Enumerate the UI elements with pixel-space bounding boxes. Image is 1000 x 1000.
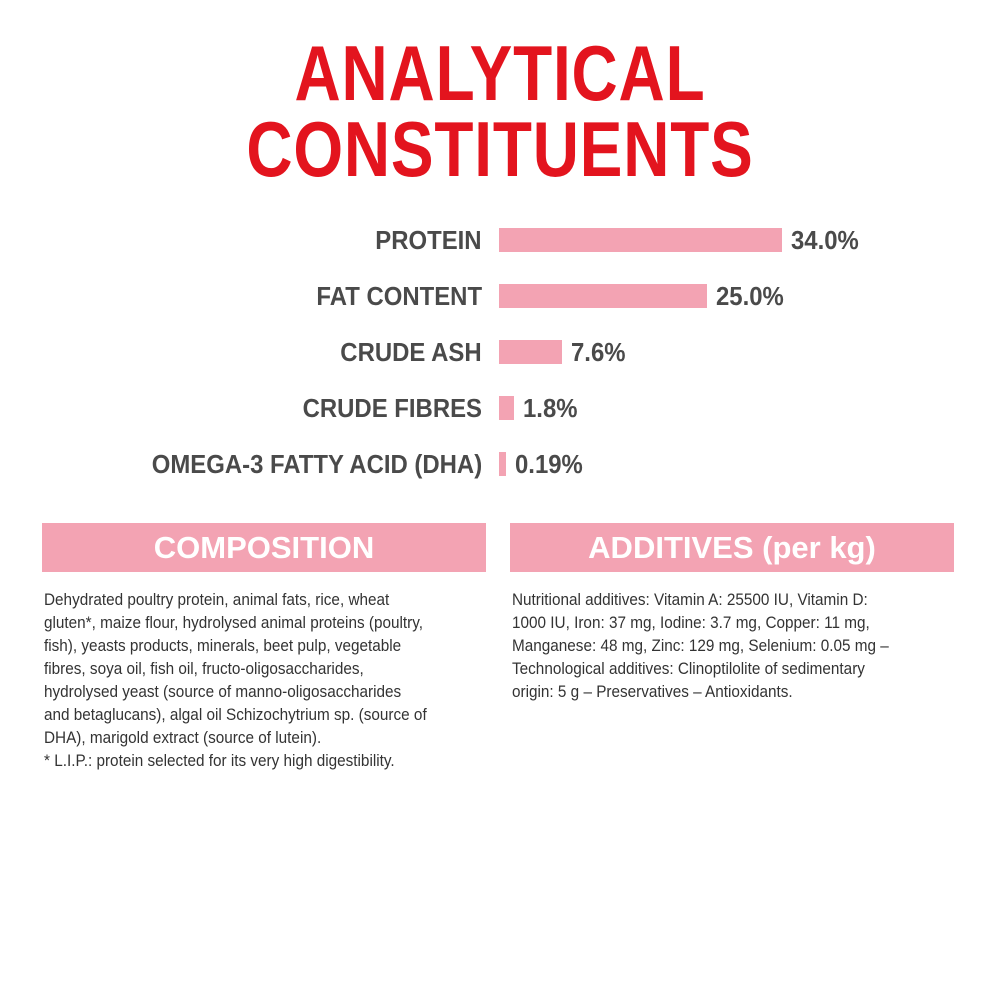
- additives-text-line: 1000 IU, Iron: 37 mg, Iodine: 3.7 mg, Copper: 11 mg,: [512, 613, 870, 632]
- composition-header: COMPOSITION: [42, 523, 486, 572]
- bar-row: [0, 388, 1000, 428]
- bar-mark: [499, 284, 707, 308]
- bar-row: [0, 220, 1000, 260]
- additives-text-line: origin: 5 g – Preservatives – Antioxidants.: [512, 682, 793, 701]
- composition-text-line: gluten*, maize flour, hydrolysed animal proteins (poultry,: [44, 613, 424, 632]
- bar-row: [0, 276, 1000, 316]
- bar-row: [0, 444, 1000, 484]
- composition-text-line: fish), yeasts products, minerals, beet pulp, vegetable: [44, 636, 402, 655]
- composition-text-line: fibres, soya oil, fish oil, fructo-oligosaccharides,: [44, 659, 364, 678]
- composition-text-line: Dehydrated poultry protein, animal fats, rice, wheat: [44, 590, 390, 609]
- bar-mark: [499, 340, 562, 364]
- composition-text-line: hydrolysed yeast (source of manno-oligosaccharides: [44, 682, 402, 701]
- bar-category-label: CRUDE ASH: [340, 337, 482, 367]
- additives-text: [512, 588, 952, 703]
- additives-text-line: Manganese: 48 mg, Zinc: 129 mg, Selenium: 0.05 mg –: [512, 636, 889, 655]
- bar-category-label: FAT CONTENT: [316, 281, 482, 311]
- composition-text: [44, 588, 484, 772]
- bar-category-label: OMEGA-3 FATTY ACID (DHA): [151, 449, 482, 479]
- bar-category-label: PROTEIN: [375, 225, 482, 255]
- additives-text-line: Nutritional additives: Vitamin A: 25500 IU, Vitamin D:: [512, 590, 868, 609]
- bar-value-label: 1.8%: [522, 393, 578, 423]
- additives-text-line: Technological additives: Clinoptilolite of sedimentary: [512, 659, 865, 678]
- bar-mark: [499, 396, 514, 420]
- bar-value-label: 34.0%: [791, 225, 859, 255]
- page-title-line-2: CONSTITUENTS: [246, 105, 754, 193]
- bar-value-label: 25.0%: [716, 281, 784, 311]
- additives-header: ADDITIVES (per kg): [510, 523, 954, 572]
- bar-value-label: 7.6%: [571, 337, 626, 367]
- composition-text-line: DHA), marigold extract (source of lutein).: [44, 728, 322, 747]
- bar-mark: [499, 452, 506, 476]
- composition-text-line: and betaglucans), algal oil Schizochytrium sp. (source of: [44, 705, 427, 724]
- bar-row: [0, 332, 1000, 372]
- bar-value-label: 0.19%: [515, 449, 583, 479]
- composition-text-line: * L.I.P.: protein selected for its very high digestibility.: [44, 751, 395, 770]
- bar-mark: [499, 228, 782, 252]
- bar-category-label: CRUDE FIBRES: [302, 393, 482, 423]
- page-title-line-1: ANALYTICAL: [294, 29, 706, 117]
